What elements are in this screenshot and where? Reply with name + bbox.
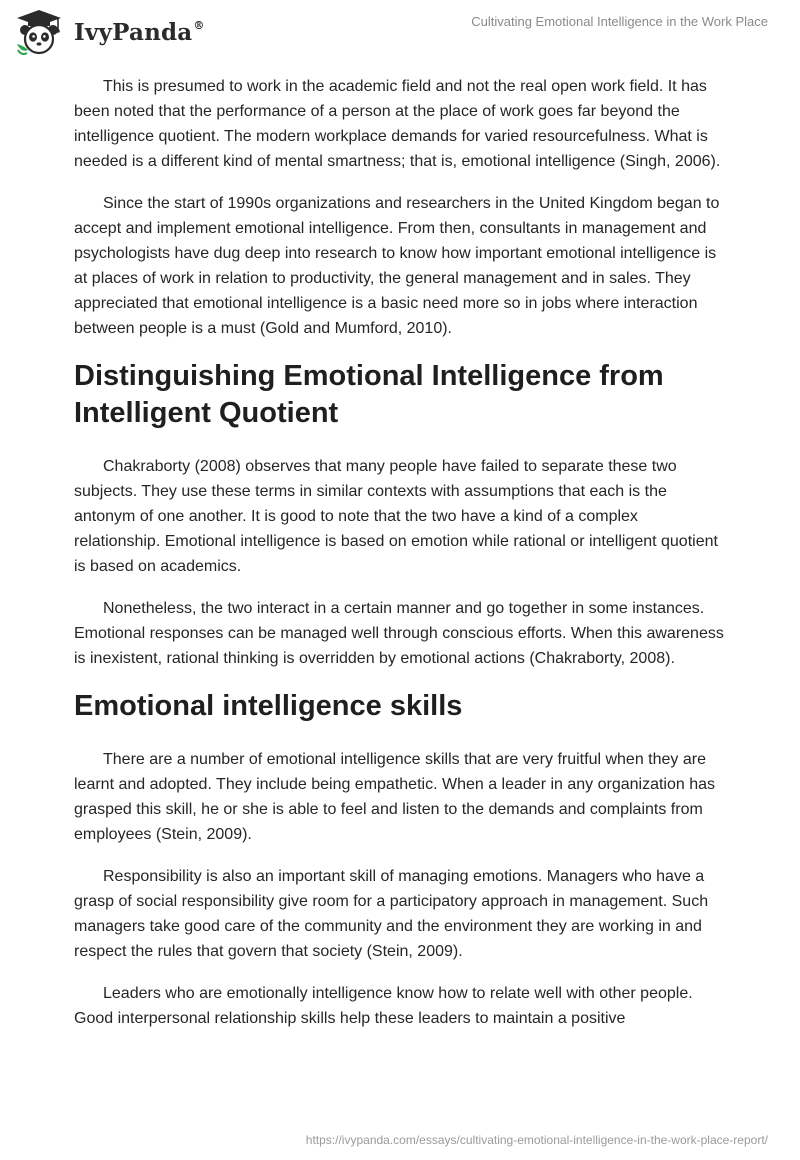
document-title: Cultivating Emotional Intelligence in the Work Place [471, 14, 768, 29]
panda-graduation-icon [14, 8, 64, 56]
source-url[interactable]: https://ivypanda.com/essays/cultivating-emotional-intelligence-in-the-work-place-report/ [305, 1133, 768, 1147]
paragraph-7: Leaders who are emotionally intelligence know how to relate well with other people. Good interpersonal relationship skills help these leaders to maintain a positive [74, 985, 693, 1027]
logo-wordmark: IvyPanda® [74, 18, 205, 46]
paragraph-6: Responsibility is also an important skill of managing emotions. Managers who have a grasp of social responsibility give room for a participatory approach in management. Such managers take good care of the community and the environment they are working in and respect the rules that govern that society (Stein, 2009). [74, 868, 709, 960]
paragraph-3: Chakraborty (2008) observes that many people have failed to separate these two subjects. They use these terms in similar contexts with assumptions that each is the antonym of one another. It is good to note that the two have a kind of a complex relationship. Emotional intelligence is based on emotion while rational or intelligent quotient is based on academics. [74, 458, 718, 575]
article-body [74, 74, 724, 1048]
paragraph-5: There are a number of emotional intelligence skills that are very fruitful when they are learnt and adopted. They include being empathetic. When a leader in any organization has grasped this skill, he or she is able to feel and listen to the demands and complaints from employees (Stein, 2009). [74, 751, 716, 843]
paragraph-1: This is presumed to work in the academic field and not the real open work field. It has been noted that the performance of a person at the place of work goes far beyond the intelligence quotient. The modern workplace demands for varied resourcefulness. What is needed is a different kind of mental smartness; that is, emotional intelligence (Singh, 2006). [74, 78, 721, 170]
section-heading-skills: Emotional intelligence skills [74, 690, 463, 722]
page-header [0, 0, 800, 64]
paragraph-2: Since the start of 1990s organizations and researchers in the United Kingdom began to accept and implement emotional intelligence. From then, consultants in management and psychologists have dug deep into research to know how important emotional intelligence is at places of work in relation to productivity, the general management and in sales. They appreciated that emotional intelligence is a basic need more so in jobs where interaction between people is a must (Gold and Mumford, 2010). [74, 195, 720, 337]
logo[interactable] [14, 8, 205, 56]
section-heading-distinguishing: Distinguishing Emotional Intelligence from Intelligent Quotient [74, 360, 664, 429]
paragraph-4: Nonetheless, the two interact in a certain manner and go together in some instances. Emotional responses can be managed well through conscious efforts. When this awareness is inexistent, rational thinking is overridden by emotional actions (Chakraborty, 2008). [74, 600, 724, 667]
registered-mark: ® [193, 18, 205, 32]
